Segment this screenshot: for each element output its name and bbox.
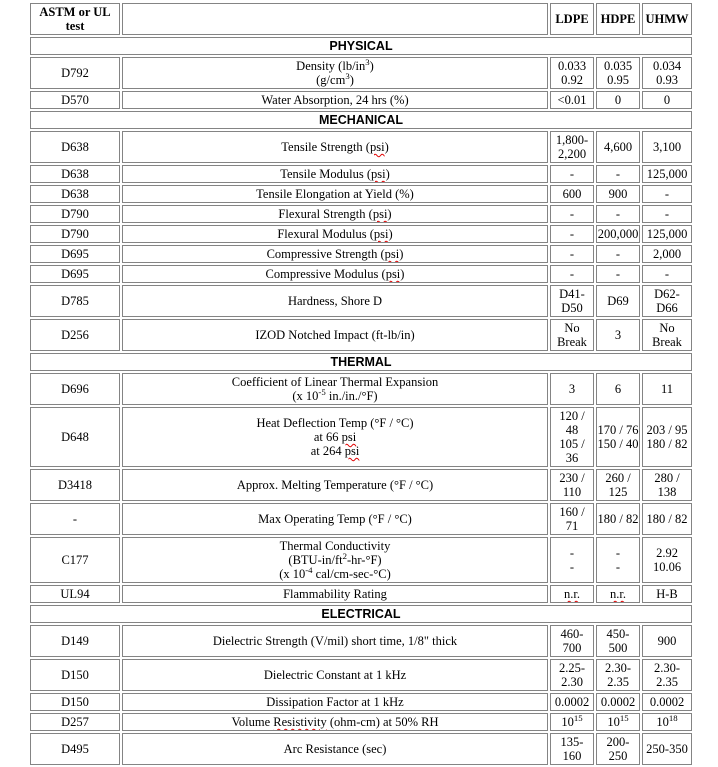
table-row — [30, 185, 692, 203]
value-uhmw-cell: 125,000 — [642, 165, 692, 183]
value-ldpe-cell: 0.0002 — [550, 693, 594, 711]
header-property-column — [122, 3, 548, 35]
test-method-cell: D495 — [30, 733, 120, 765]
test-method-cell: C177 — [30, 537, 120, 583]
header-material-ldpe: LDPE — [550, 3, 594, 35]
value-ldpe-cell: <0.01 — [550, 91, 594, 109]
header-test-column: ASTM or UL test — [30, 3, 120, 35]
section-title-physical: PHYSICAL — [30, 37, 692, 55]
value-uhmw-cell: - — [642, 185, 692, 203]
value-ldpe-cell: - - — [550, 537, 594, 583]
property-cell: Compressive Strength (psi) — [122, 245, 548, 263]
value-hdpe-cell: 200- 250 — [596, 733, 640, 765]
value-uhmw-cell: 203 / 95 180 / 82 — [642, 407, 692, 467]
test-method-cell: D696 — [30, 373, 120, 405]
property-cell: Hardness, Shore D — [122, 285, 548, 317]
value-hdpe-cell: 3 — [596, 319, 640, 351]
property-cell: Tensile Strength (psi) — [122, 131, 548, 163]
property-cell: Compressive Modulus (psi) — [122, 265, 548, 283]
value-uhmw-cell: 125,000 — [642, 225, 692, 243]
value-hdpe-cell: D69 — [596, 285, 640, 317]
property-cell: Approx. Melting Temperature (°F / °C) — [122, 469, 548, 501]
value-hdpe-cell: - - — [596, 537, 640, 583]
property-cell: Arc Resistance (sec) — [122, 733, 548, 765]
value-hdpe-cell: 0.0002 — [596, 693, 640, 711]
value-uhmw-cell: 0 — [642, 91, 692, 109]
test-method-cell: D695 — [30, 245, 120, 263]
value-uhmw-cell: 2,000 — [642, 245, 692, 263]
property-cell: Dissipation Factor at 1 kHz — [122, 693, 548, 711]
section-header-row — [30, 37, 692, 55]
table-row — [30, 469, 692, 501]
value-hdpe-cell: 180 / 82 — [596, 503, 640, 535]
table-row — [30, 693, 692, 711]
table-row — [30, 585, 692, 603]
value-hdpe-cell: - — [596, 265, 640, 283]
value-ldpe-cell: 2.25- 2.30 — [550, 659, 594, 691]
value-ldpe-cell: - — [550, 165, 594, 183]
header-material-uhmw: UHMW — [642, 3, 692, 35]
value-uhmw-cell: H-B — [642, 585, 692, 603]
value-uhmw-cell: - — [642, 265, 692, 283]
value-hdpe-cell: 170 / 76 150 / 40 — [596, 407, 640, 467]
property-cell: Max Operating Temp (°F / °C) — [122, 503, 548, 535]
test-method-cell: D792 — [30, 57, 120, 89]
property-cell: Tensile Elongation at Yield (%) — [122, 185, 548, 203]
value-ldpe-cell: 0.033 0.92 — [550, 57, 594, 89]
value-hdpe-cell: 0 — [596, 91, 640, 109]
value-ldpe-cell: D41- D50 — [550, 285, 594, 317]
test-method-cell: - — [30, 503, 120, 535]
table-row — [30, 625, 692, 657]
section-title-mechanical: MECHANICAL — [30, 111, 692, 129]
property-cell: Flexural Modulus (psi) — [122, 225, 548, 243]
value-hdpe-cell: 6 — [596, 373, 640, 405]
test-method-cell: D638 — [30, 185, 120, 203]
value-ldpe-cell: 460- 700 — [550, 625, 594, 657]
table-row — [30, 245, 692, 263]
value-uhmw-cell: 0.034 0.93 — [642, 57, 692, 89]
test-method-cell: D256 — [30, 319, 120, 351]
value-uhmw-cell: No Break — [642, 319, 692, 351]
value-uhmw-cell: 2.30- 2.35 — [642, 659, 692, 691]
section-header-row — [30, 605, 692, 623]
value-ldpe-cell: 160 / 71 — [550, 503, 594, 535]
property-cell: Flexural Strength (psi) — [122, 205, 548, 223]
table-row — [30, 537, 692, 583]
test-method-cell: D149 — [30, 625, 120, 657]
value-ldpe-cell: 1,800- 2,200 — [550, 131, 594, 163]
property-cell: Coefficient of Linear Thermal Expansion (x $10^{-5}$ in./in./°F) — [122, 373, 548, 405]
section-title-electrical: ELECTRICAL — [30, 605, 692, 623]
value-ldpe-cell: - — [550, 225, 594, 243]
section-header-row — [30, 111, 692, 129]
test-method-cell: D638 — [30, 165, 120, 183]
value-hdpe-cell: 200,000 — [597, 227, 639, 241]
value-uhmw-cell: 280 / 138 — [642, 469, 692, 501]
property-cell: IZOD Notched Impact (ft-lb/in) — [122, 319, 548, 351]
value-hdpe-cell: 900 — [596, 185, 640, 203]
value-hdpe-cell: - — [596, 205, 640, 223]
table-row — [30, 265, 692, 283]
table-row — [30, 503, 692, 535]
value-hdpe-cell: 2.30- 2.35 — [596, 659, 640, 691]
test-method-cell: D790 — [30, 225, 120, 243]
test-method-cell: D3418 — [30, 469, 120, 501]
value-uhmw-cell: 11 — [642, 373, 692, 405]
value-hdpe-cell: 260 / 125 — [596, 469, 640, 501]
test-method-cell: D150 — [30, 659, 120, 691]
value-uhmw-cell: 900 — [642, 625, 692, 657]
value-uhmw-cell: 3,100 — [642, 131, 692, 163]
test-method-cell: D695 — [30, 265, 120, 283]
value-uhmw-cell: - — [642, 205, 692, 223]
table-row — [30, 407, 692, 467]
test-method-cell: D638 — [30, 131, 120, 163]
property-cell: Volume Resistivity (ohm-cm) at 50% RH — [122, 713, 548, 731]
value-hdpe-cell: 450- 500 — [596, 625, 640, 657]
value-ldpe-cell: 135- 160 — [550, 733, 594, 765]
section-header-row — [30, 353, 692, 371]
property-cell: Water Absorption, 24 hrs (%) — [122, 91, 548, 109]
property-cell: Flammability Rating — [122, 585, 548, 603]
value-ldpe-cell: 600 — [550, 185, 594, 203]
value-hdpe-cell: n.r. — [596, 585, 640, 603]
value-uhmw-cell: $10^{18}$ — [642, 713, 692, 731]
value-ldpe-cell: No Break — [550, 319, 594, 351]
value-uhmw-cell: D62- D66 — [642, 285, 692, 317]
table-row — [30, 165, 692, 183]
table-row — [30, 205, 692, 223]
header-material-hdpe: HDPE — [596, 3, 640, 35]
test-method-cell: D150 — [30, 693, 120, 711]
value-hdpe-cell: $10^{15}$ — [596, 713, 640, 731]
table-row — [30, 57, 692, 89]
value-ldpe-cell: n.r. — [550, 585, 594, 603]
table-row — [30, 713, 692, 731]
table-row — [30, 733, 692, 765]
value-ldpe-cell: - — [550, 205, 594, 223]
section-title-thermal: THERMAL — [30, 353, 692, 371]
table-header-row — [30, 3, 692, 35]
property-cell: Thermal Conductivity $(BTU-in/ft^2-hr-^\circ F)$ (x $10^{-4}$ cal/cm-sec-°C) — [122, 537, 548, 583]
table-row — [30, 319, 692, 351]
value-hdpe-cell: - — [596, 245, 640, 263]
value-uhmw-cell: 0.0002 — [642, 693, 692, 711]
value-ldpe-cell: 120 / 48 105 / 36 — [550, 407, 594, 467]
test-method-cell: D257 — [30, 713, 120, 731]
material-properties-table — [28, 1, 694, 767]
test-method-cell: UL94 — [30, 585, 120, 603]
value-hdpe-cell: 0.035 0.95 — [596, 57, 640, 89]
value-uhmw-cell: 250-350 — [642, 733, 692, 765]
value-ldpe-cell: - — [550, 245, 594, 263]
table-row — [30, 91, 692, 109]
table-row — [30, 225, 692, 243]
table-row — [30, 659, 692, 691]
value-uhmw-cell: 2.92 10.06 — [642, 537, 692, 583]
property-cell: Density $(lb/in^3)$ $(g/cm^3)$ — [122, 57, 548, 89]
value-ldpe-cell: $10^{15}$ — [550, 713, 594, 731]
test-method-cell: D570 — [30, 91, 120, 109]
property-cell: Heat Deflection Temp (°F / °C) at 66 psi at 264 psi — [122, 407, 548, 467]
value-hdpe-cell: 4,600 — [596, 131, 640, 163]
table-row — [30, 131, 692, 163]
value-ldpe-cell: 3 — [550, 373, 594, 405]
value-hdpe-cell: - — [596, 165, 640, 183]
property-cell: Dielectric Constant at 1 kHz — [122, 659, 548, 691]
property-cell: Dielectric Strength (V/mil) short time, 1/8" thick — [122, 625, 548, 657]
test-method-cell: D648 — [30, 407, 120, 467]
value-ldpe-cell: - — [550, 265, 594, 283]
test-method-cell: D790 — [30, 205, 120, 223]
table-row — [30, 373, 692, 405]
value-uhmw-cell: 180 / 82 — [642, 503, 692, 535]
value-ldpe-cell: 230 / 110 — [550, 469, 594, 501]
test-method-cell: D785 — [30, 285, 120, 317]
table-row — [30, 285, 692, 317]
property-cell: Tensile Modulus (psi) — [122, 165, 548, 183]
